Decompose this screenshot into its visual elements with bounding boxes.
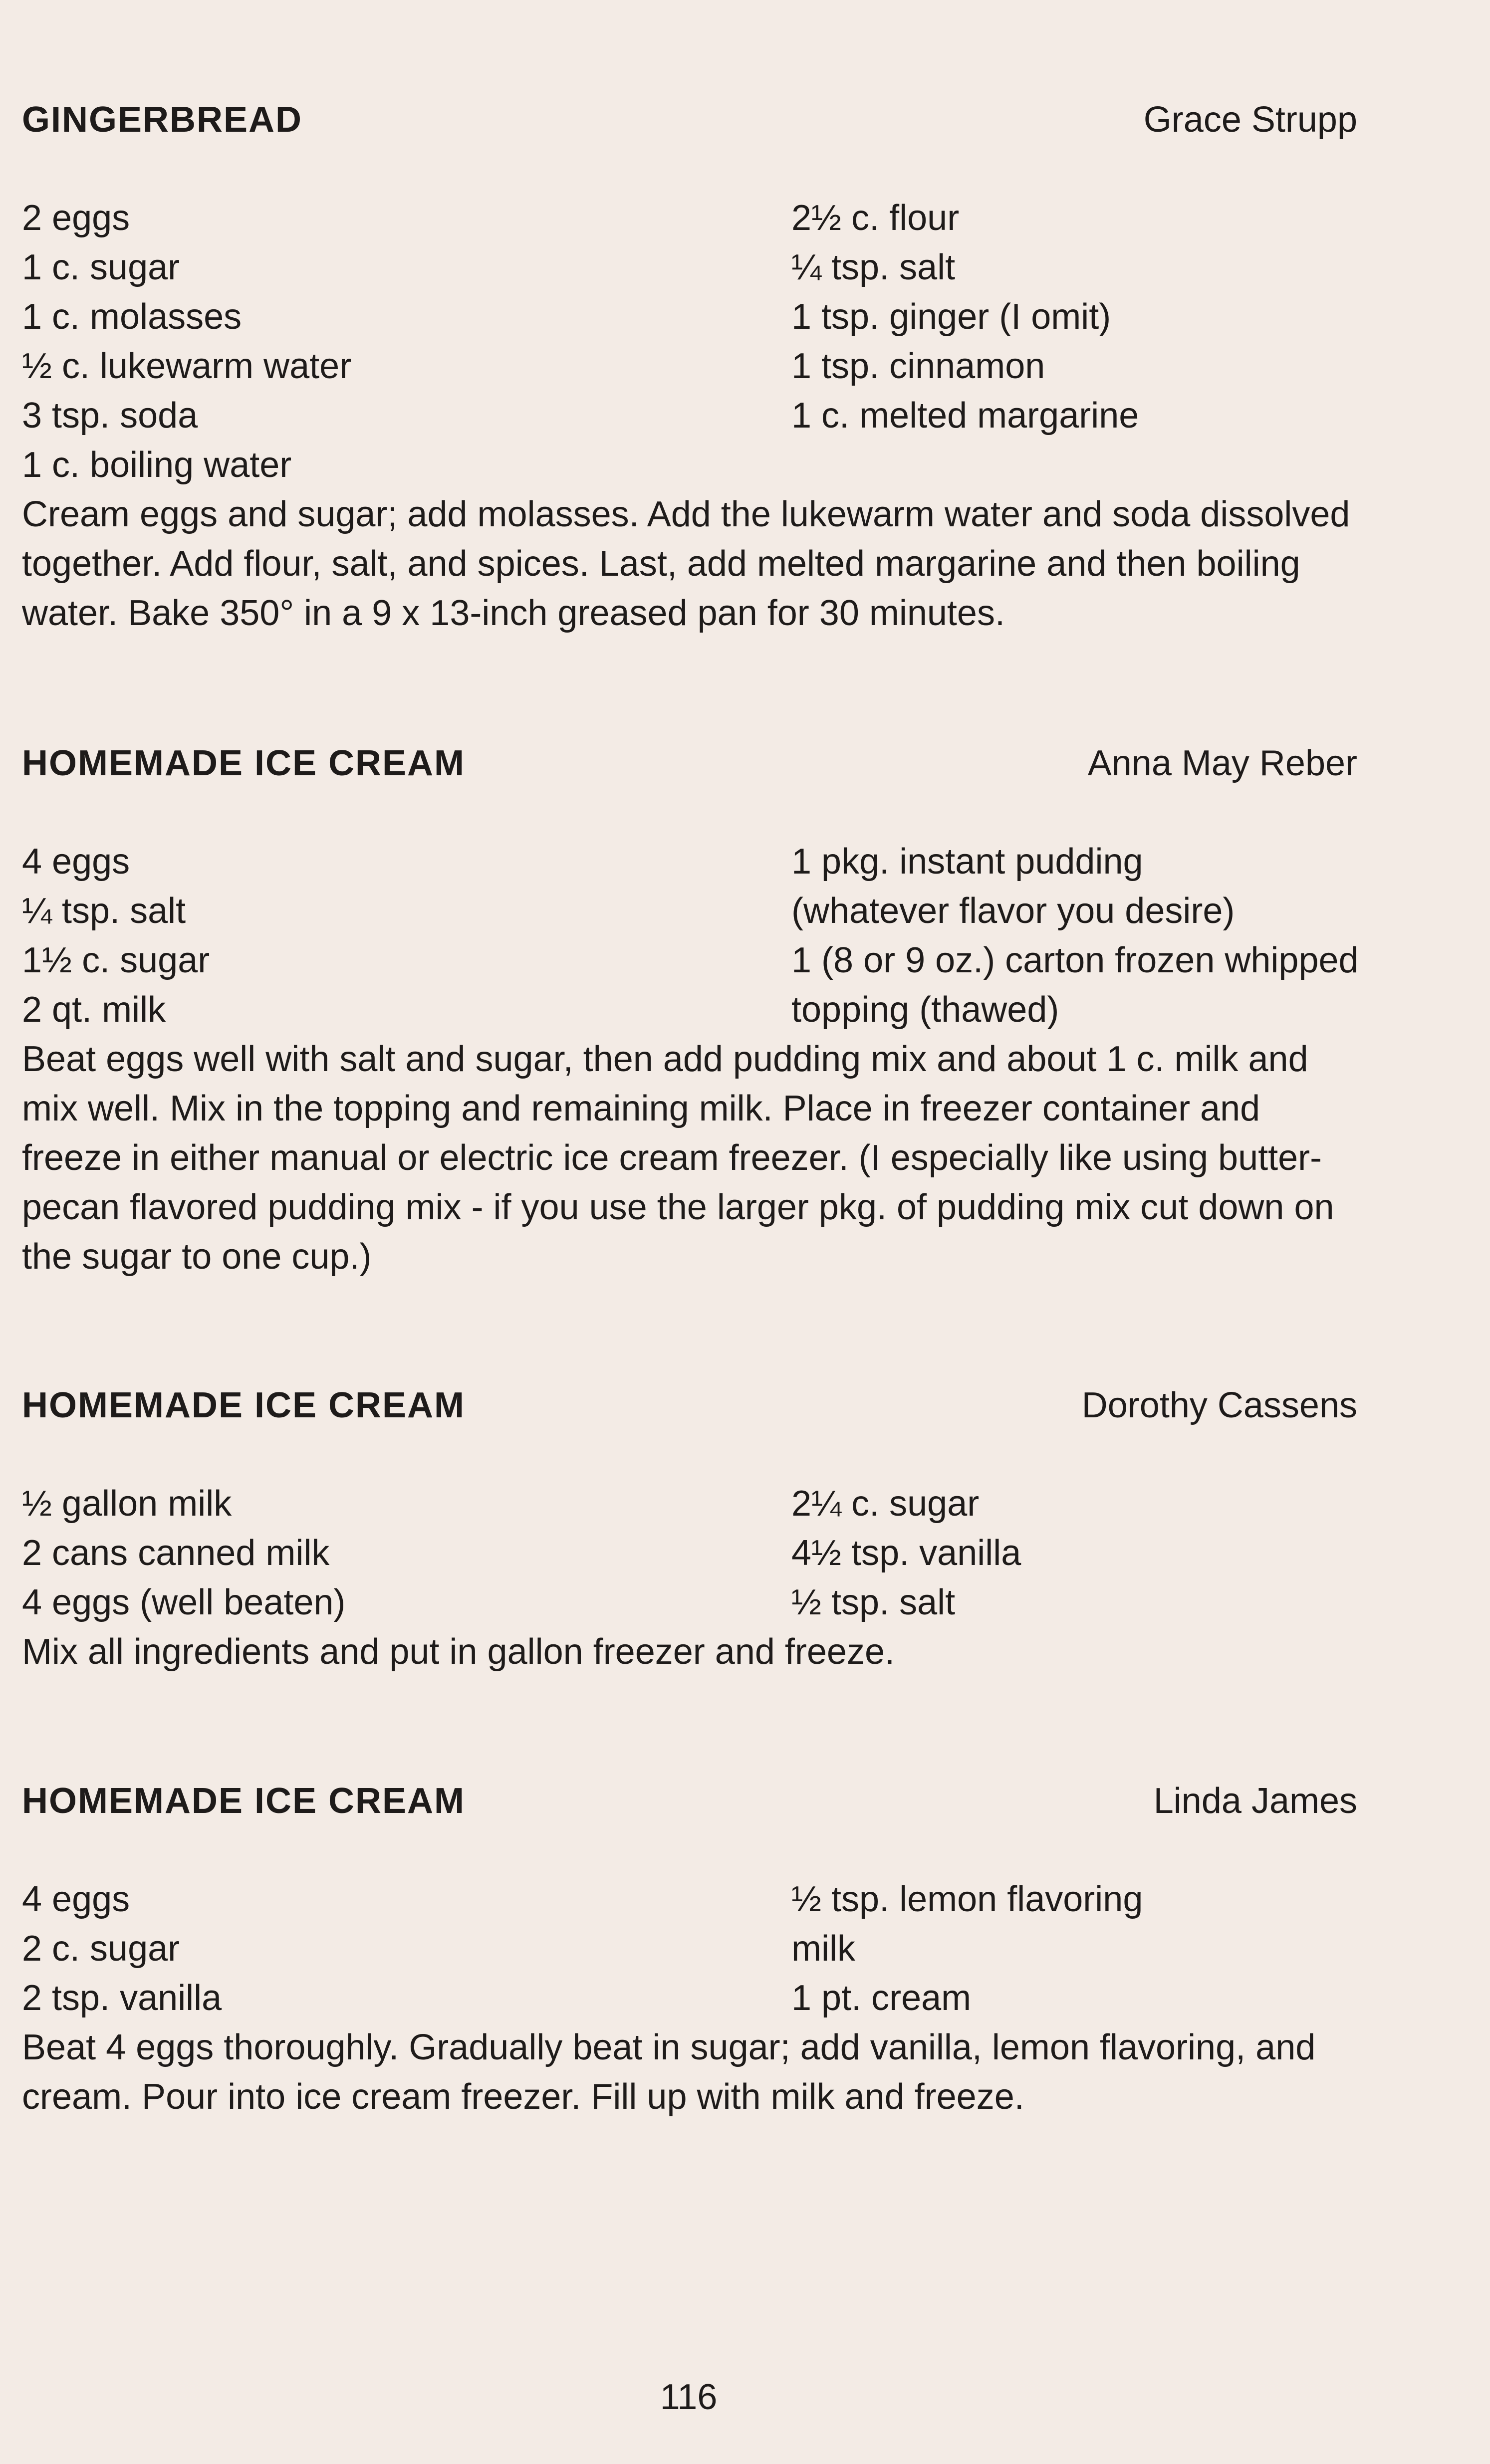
recipe-title: GINGERBREAD [22,100,303,140]
ingredient-column-right [791,1875,1143,2023]
recipe-directions [22,1627,1357,1677]
page-number: 116 [660,2377,718,2417]
recipe-header [22,1776,1357,1826]
ingredient-column-left [22,1479,345,1627]
recipe-header [22,738,1357,788]
ingredient-list [22,837,1357,1035]
ingredient: 4 eggs (well beaten) [22,1582,346,1622]
ingredient: ¼ tsp. salt [791,247,956,287]
ingredient-list [22,1479,1357,1627]
ingredient: 1 (8 or 9 oz.) carton frozen whipped [791,940,1359,980]
recipe-title: HOMEMADE ICE CREAM [22,1385,466,1425]
ingredient: 1½ c. sugar [22,940,210,980]
ingredient: topping (thawed) [791,990,1059,1030]
directions-line: together. Add flour, salt, and spices. Last, add melted margarine and then boiling [22,544,1300,584]
ingredient: ½ tsp. lemon flavoring [791,1879,1143,1919]
ingredient: 4 eggs [22,1879,130,1919]
ingredient: 1 pt. cream [791,1978,972,2018]
ingredient: ½ gallon milk [22,1484,232,1524]
directions-line: pecan flavored pudding mix - if you use the larger pkg. of pudding mix cut down on [22,1187,1334,1227]
ingredient: ½ c. lukewarm water [22,346,352,386]
directions-line: freeze in either manual or electric ice cream freezer. (I especially like using butter- [22,1138,1322,1178]
recipe-homemade-ice-cream-james [22,1776,1357,2122]
ingredient: ½ tsp. salt [791,1582,956,1622]
ingredient: 1 pkg. instant pudding [791,842,1143,882]
ingredient-column-left [22,837,210,1035]
directions-line: Cream eggs and sugar; add molasses. Add the lukewarm water and soda dissolved [22,494,1350,534]
ingredient: 1 c. sugar [22,247,180,287]
recipe-author: Grace Strupp [1143,100,1357,140]
ingredient: 3 tsp. soda [22,396,198,436]
directions-line: the sugar to one cup.) [22,1237,372,1277]
ingredient-column-right [791,194,1139,441]
ingredient: 2 tsp. vanilla [22,1978,222,2018]
directions-line: water. Bake 350° in a 9 x 13-inch greased pan for 30 minutes. [22,593,1005,633]
recipe-header [22,1380,1357,1430]
ingredient-column-left [22,1875,222,2023]
recipe-author: Anna May Reber [1087,743,1357,783]
ingredient: 2 qt. milk [22,990,166,1030]
ingredient-list [22,194,1357,485]
recipe-title: HOMEMADE ICE CREAM [22,1781,466,1821]
ingredient: (whatever flavor you desire) [791,891,1235,931]
ingredient: milk [791,1929,855,1969]
ingredient: 1 c. melted margarine [791,396,1139,436]
ingredient: ¼ tsp. salt [22,891,186,931]
recipe-gingerbread [22,95,1357,638]
recipe-author: Dorothy Cassens [1081,1385,1357,1425]
ingredient: 2¼ c. sugar [791,1484,980,1524]
recipe-homemade-ice-cream-reber [22,738,1357,1282]
ingredient: 2½ c. flour [791,198,960,238]
ingredient-column-left [22,194,351,490]
recipe-homemade-ice-cream-cassens [22,1380,1357,1677]
directions-line: mix well. Mix in the topping and remaining milk. Place in freezer container and [22,1089,1260,1128]
recipe-directions [22,1035,1357,1282]
recipe-author: Linda James [1153,1781,1357,1821]
ingredient-column-right [791,837,1359,1035]
ingredient: 4 eggs [22,842,130,882]
ingredient: 2 eggs [22,198,130,238]
recipe-header [22,95,1357,145]
ingredient: 2 c. sugar [22,1929,180,1969]
ingredient: 1 c. boiling water [22,445,292,485]
directions-line: Beat eggs well with salt and sugar, then add pudding mix and about 1 c. milk and [22,1039,1308,1079]
directions-line: Beat 4 eggs thoroughly. Gradually beat in sugar; add vanilla, lemon flavoring, and [22,2027,1316,2067]
ingredient-list [22,1875,1357,2023]
ingredient: 1 c. molasses [22,297,242,337]
directions-line: Mix all ingredients and put in gallon freezer and freeze. [22,1632,895,1672]
ingredient: 1 tsp. cinnamon [791,346,1045,386]
recipe-directions [22,2023,1357,2122]
recipe-directions [22,490,1357,638]
directions-line: cream. Pour into ice cream freezer. Fill up with milk and freeze. [22,2077,1024,2117]
ingredient-column-right [791,1479,1021,1627]
ingredient: 1 tsp. ginger (I omit) [791,297,1111,337]
recipe-title: HOMEMADE ICE CREAM [22,743,466,783]
ingredient: 2 cans canned milk [22,1533,330,1573]
ingredient: 4½ tsp. vanilla [791,1533,1021,1573]
